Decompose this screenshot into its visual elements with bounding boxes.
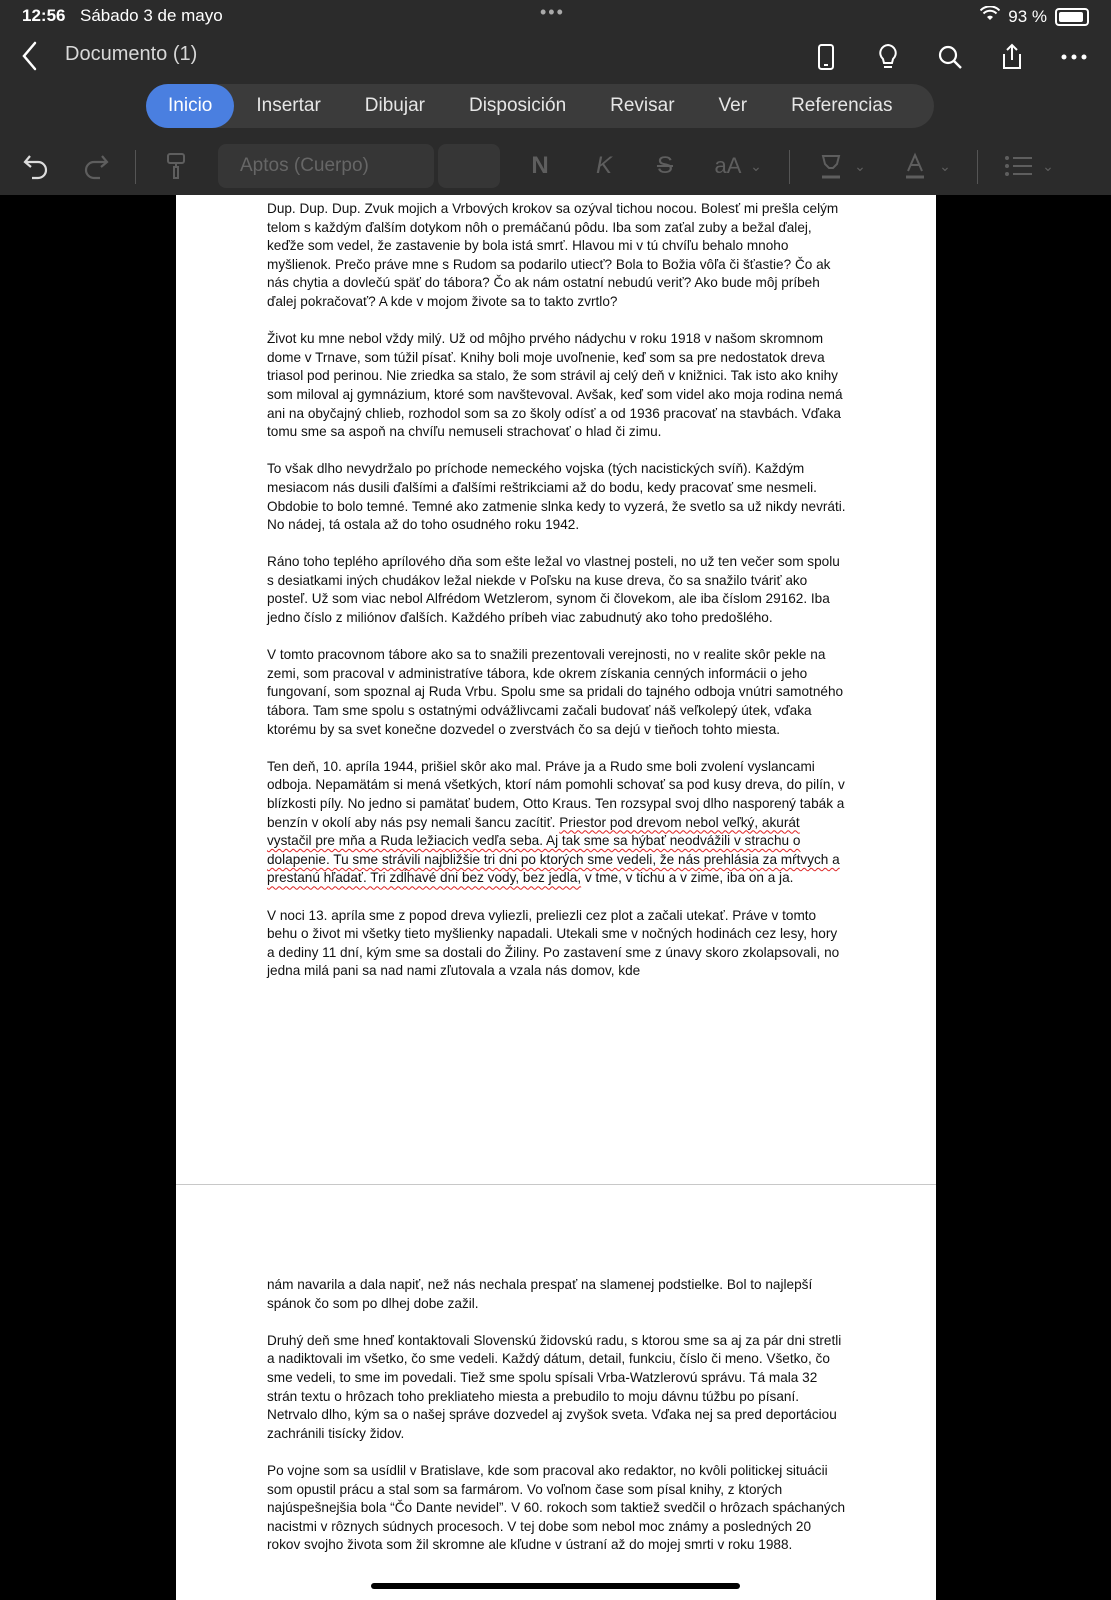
chevron-down-icon[interactable]: ⌄ xyxy=(750,157,762,174)
bullet-list-icon[interactable] xyxy=(1002,148,1036,184)
undo-icon[interactable] xyxy=(18,148,54,184)
paragraph[interactable]: Život ku mne nebol vždy milý. Už od môjho prvého nádychu v roku 1918 v našom skromnom dome v Trnave, som túžil písať. Knihy boli moje uvoľnenie, keď som sa pre nedostatok dreva triasol pod perinou. Nie zriedka sa stalo, že som strávil aj celý deň v knižnici. Tak isto ako knihy som miloval aj gymnázium, ktoré som navštevoval. Avšak, keď som videl ako moja rodina nemá ani na obyčajný chlieb, rozhodol som sa zo školy odísť a od 1936 pracovať na stavbách. Vďaka tomu sme sa aspoň na chvíľu nemuseli strachovať o hlad či zimu. xyxy=(267,331,843,440)
tab-disposicion[interactable]: Disposición xyxy=(468,95,567,116)
toolbar-divider xyxy=(789,150,790,184)
paragraph[interactable]: Dup. Dup. Dup. Zvuk mojich a Vrbových krokov sa ozýval tichou nocou. Bolesť mi prešla celým telom s každým ďalším dotykom nôh o premáčanú pôdu. Iba som zaťal zuby a bežal ďalej, keďže som vedel, že zastavenie by bola istá smrť. Hlavou mi v tú chvíľu behalo mnoho myšlienok. Prečo práve mne s Rudom sa podarilo utiecť? Bola to Božia vôľa či šťastie? Čo ak nás chytia a dovlečú späť do tábora? Čo ak nám ostatní nebudú veriť? Ako bude môj príbeh ďalej pokračovať? A kde v mojom živote sa to takto zvrtlo? xyxy=(267,201,839,309)
font-name-field[interactable]: Aptos (Cuerpo) xyxy=(218,144,434,188)
ribbon-tabs xyxy=(146,84,934,128)
paragraph-text: v tme, v tichu a v zime, iba on a ja. xyxy=(581,870,794,886)
title-bar xyxy=(0,34,1111,78)
chevron-down-icon[interactable]: ⌄ xyxy=(854,157,866,174)
font-size-button[interactable]: aA xyxy=(714,153,742,178)
font-color-icon[interactable] xyxy=(900,148,930,184)
paragraph[interactable]: Druhý deň sme hneď kontaktovali Slovenskú židovskú radu, s ktorou sme sa aj za pár dni stretli a nadiktovali im všetko, čo sme vedeli. Každý dátum, detail, funkciu, číslo či meno. Všetko, čo sme vedeli, to sme im povedali. Tiež sme spolu spísali Vrba-Watzlerovú správu. Tá mala 32 strán textu o hrôzach toho prekliateho miesta a prebudilo to moju dávnu túžbu po písaní. Netrvalo dlho, kým sa o našej správe dozvedel aj zvyšok sveta. Vďaka nej sa pred deportáciou zachránili tisícky židov. xyxy=(267,1332,842,1441)
mobile-view-icon[interactable] xyxy=(809,40,843,74)
lightbulb-icon[interactable] xyxy=(871,40,905,74)
formatting-toolbar xyxy=(0,140,1111,192)
home-indicator[interactable] xyxy=(371,1583,740,1589)
paragraph[interactable]: V noci 13. apríla sme z popod dreva vyliezli, preliezli cez plot a začali utekať. Práve v tomto behu o život mi všetky tieto myšlienky napadali. Utekali sme v nočných hodinách cez lesy, hory a dediny 11 dní, kým sme sa dostali do Žiliny. Po zastavení sme z únavy skoro zkolapsovali, no jedna milá pani sa nad nami zľutovala a vzala nás domov, kde xyxy=(267,907,840,979)
paragraph-text: Ten deň, 10. apríla 1944, prišiel skôr ako mal. Práve ja a Rudo sme boli zvolení vyslancami odboja. Nepamätám si mená všetkých, ktorí nám pomohli schovať sa pod kusy dreva, do pilín, v blízkosti píly. No jedno si pamätať budem, Otto Kraus. Ten rozsypal svoj dlho nasporený tabák a benzín v okolí aby nás psy nemali šancu zacítiť. xyxy=(267,758,845,830)
back-chevron-icon[interactable] xyxy=(20,40,40,77)
tab-ver[interactable]: Ver xyxy=(718,95,748,116)
status-time: 12:56 xyxy=(22,6,66,25)
page-2-text[interactable] xyxy=(267,1276,847,1574)
bold-button[interactable]: N xyxy=(531,152,549,179)
app-chrome xyxy=(0,0,1111,195)
status-bar xyxy=(0,2,1111,26)
font-size-field[interactable] xyxy=(438,144,500,188)
toolbar-divider xyxy=(977,150,978,184)
paragraph[interactable]: Po vojne som sa usídlil v Bratislave, kde som pracoval ako redaktor, no kvôli politickej situácii som opustil prácu a stal som sa farmárom. Vo voľnom čase som písal knihy, z ktorých najúspešnejšia bola “Čo Dante nevidel”. V 60. rokoch som taktiež svedčil o hrôzach spáchaných nacistmi v rôznych súdnych procesoch. V tej dobe som nebol moc známy a posledných 20 rokov svojho života som žil skromne ale kľudne v ústraní až do mojej smrti v roku 1988. xyxy=(267,1462,846,1553)
document-page-1[interactable] xyxy=(176,195,936,1184)
chevron-down-icon[interactable]: ⌄ xyxy=(1042,157,1054,174)
strikethrough-button[interactable]: S xyxy=(656,152,673,179)
highlighter-icon[interactable] xyxy=(815,148,847,184)
multitasking-dots-icon[interactable]: ••• xyxy=(540,2,565,22)
status-date: Sábado 3 de mayo xyxy=(80,6,223,25)
paragraph[interactable] xyxy=(267,758,847,888)
more-options-icon[interactable] xyxy=(1057,40,1091,74)
format-painter-icon[interactable] xyxy=(160,148,192,184)
wifi-icon xyxy=(980,6,1000,27)
paragraph[interactable]: V tomto pracovnom tábore ako sa to snažili prezentovali verejnosti, no v realite skôr pekle na zemi, som pracoval v administratíve tábora, kde okrem získania cenných informácii o jeho fungovaní, som spoznal aj Ruda Vrbu. Spolu sme sa pridali do tajného odboja vnútri samotného tábora. Tam sme spolu s ostatnými odvážlivcami začali budovať náš veľkolepý útek, vďaka ktorému by sa svet konečne dozvedel o zverstvách čo sa dejú v tieňoch tohto miesta. xyxy=(267,647,844,737)
redo-icon[interactable] xyxy=(78,148,114,184)
document-title[interactable]: Documento (1) xyxy=(65,43,198,65)
paragraph[interactable]: nám navarila a dala napiť, než nás nechala prespať na slamenej podstielke. Bol to najlepší spánok čo som po dlhej dobe zažil. xyxy=(267,1277,813,1311)
tab-referencias[interactable]: Referencias xyxy=(791,95,893,116)
document-page-2[interactable] xyxy=(176,1185,936,1600)
spellcheck-flagged-text[interactable]: Priestor pod drevom nebol veľký, akurát vystačil pre mňa a Ruda ležiacich vedľa seba. Aj tak sme sa hýbať neodvážili v strachu o dolapenie. Tu sme strávili najbližšie tri dni po ktorých sme vedeli, že nás prehlásia za mŕtvych a prestanú hľadať. Tri zdĺhavé dni bez vody, bez jedla, xyxy=(267,814,840,886)
tab-revisar[interactable]: Revisar xyxy=(610,95,675,116)
search-icon[interactable] xyxy=(933,40,967,74)
toolbar-divider xyxy=(135,150,136,184)
tab-insertar[interactable]: Insertar xyxy=(256,95,321,116)
tab-inicio[interactable]: Inicio xyxy=(146,84,234,128)
paragraph[interactable]: Ráno toho teplého aprílového dňa som ešte ležal vo vlastnej posteli, no už ten večer som spolu s desiatkami iných chudákov ležal niekde v Poľsku na kuse dreva, čo sa snažilo tváriť ako posteľ. Už som viac nebol Alfrédom Wetzlerom, synom či človekom, ale iba číslom 29162. Iba jedno číslo z miliónov ďalších. Každého príbeh viac zabudnutý ako toho predošlého. xyxy=(267,554,840,626)
italic-button[interactable]: K xyxy=(595,152,612,179)
share-icon[interactable] xyxy=(995,40,1029,74)
chevron-down-icon[interactable]: ⌄ xyxy=(939,157,951,174)
page-1-text[interactable] xyxy=(267,200,847,1000)
battery-icon xyxy=(1055,8,1089,26)
paragraph[interactable]: To však dlho nevydržalo po príchode nemeckého vojska (tých nacistických svíň). Každým mesiacom nás dusili ďalšími a ďalšími reštrikciami až do bodu, kedy pracovať sme nesmeli. Obdobie to bolo temné. Temné ako zatmenie slnka kedy to vyzerá, že svetlo sa už nikdy nevráti. No nádej, tá ostala až do toho osudného roku 1942. xyxy=(267,461,846,533)
battery-percent: 93 % xyxy=(1008,6,1047,26)
tab-dibujar[interactable]: Dibujar xyxy=(364,95,425,116)
